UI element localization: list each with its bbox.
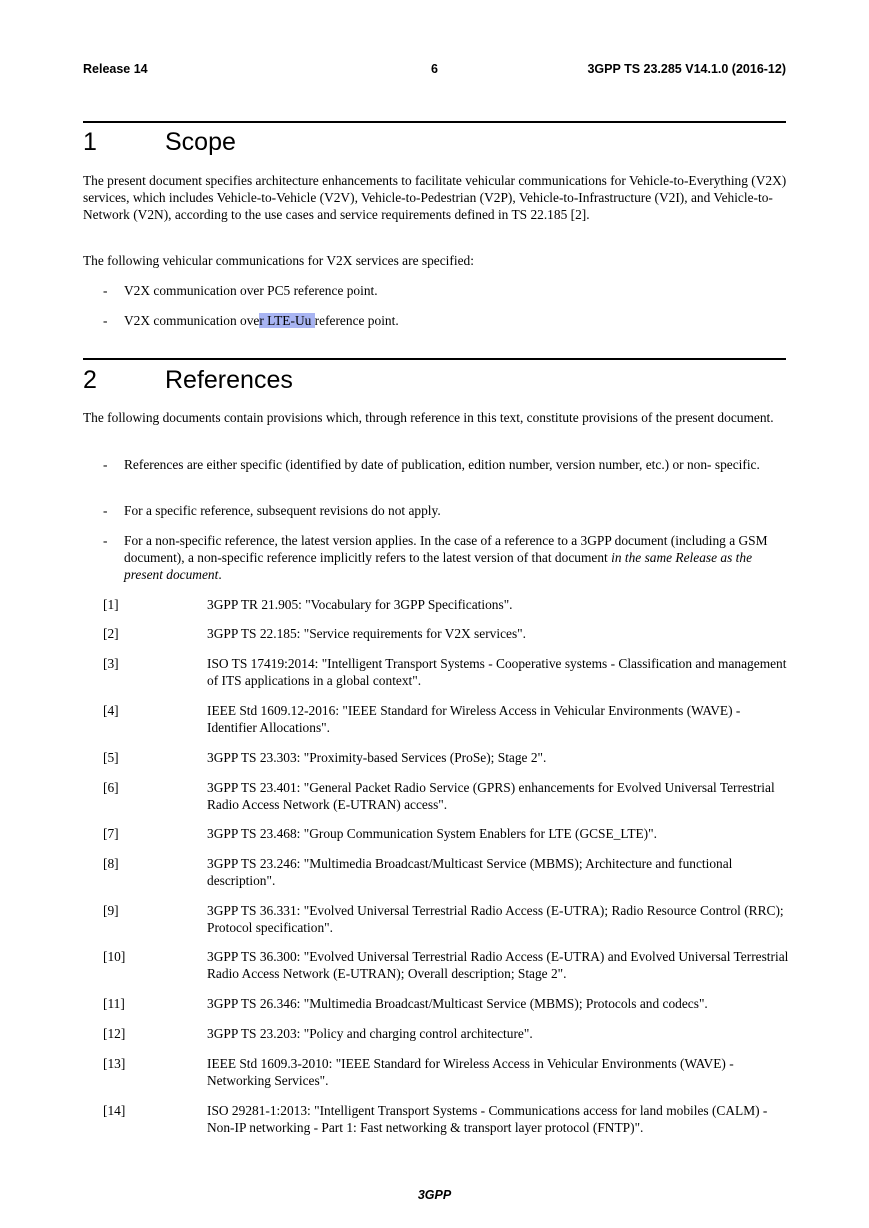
reference-text: IEEE Std 1609.12-2016: "IEEE Standard for Wireless Access in Vehicular Environments (WAVE) - Identifier Allocations". (207, 703, 741, 735)
reference-text: 3GPP TS 23.468: "Group Communication System Enablers for LTE (GCSE_LTE)". (207, 826, 657, 841)
list-item (103, 456, 793, 473)
list-item-text (124, 532, 793, 583)
reference-entry (103, 1025, 793, 1042)
reference-text: 3GPP TR 21.905: "Vocabulary for 3GPP Specifications". (207, 597, 513, 612)
list-item (103, 502, 793, 519)
reference-text: 3GPP TS 23.401: "General Packet Radio Service (GPRS) enhancements for Evolved Universal Terrestrial Radio Access Network (E-UTRAN) access". (207, 780, 775, 812)
section-title: Scope (165, 128, 236, 156)
reference-text: ISO 29281-1:2013: "Intelligent Transport Systems - Communications access for land mobiles (CALM) - Non-IP networking - Part 1: Fast networking & transport layer protocol (FNTP)". (207, 1103, 768, 1135)
reference-number: [7] (103, 826, 119, 841)
reference-number: [6] (103, 780, 119, 795)
reference-number: [13] (103, 1056, 126, 1071)
header-spec-id: 3GPP TS 23.285 V14.1.0 (2016-12) (587, 62, 786, 76)
reference-entry (103, 948, 793, 982)
reference-number: [11] (103, 996, 125, 1011)
scope-intro-paragraph: The present document specifies architecture enhancements to facilitate vehicular communications for Vehicle-to-Everything (V2X) services, which includes Vehicle-to-Vehicle (V2V), Vehicle-to-Pedestrian (V2P), Vehicle-to-Infrastructure (V2I), and Vehicle-to-Network (V2N), according to the use cases and service requirements defined in TS 22.185 [2]. (83, 173, 787, 222)
reference-number: [2] (103, 626, 119, 641)
reference-number: [12] (103, 1026, 126, 1041)
references-intro-paragraph: The following documents contain provisions which, through reference in this text, constitute provisions of the present document. (83, 410, 774, 425)
reference-number: [10] (103, 949, 126, 964)
list-item (103, 312, 793, 329)
bullet-dash: - (103, 533, 108, 548)
section-heading-scope (83, 127, 236, 157)
reference-entry (103, 1102, 793, 1136)
reference-text: IEEE Std 1609.3-2010: "IEEE Standard for Wireless Access in Vehicular Environments (WAVE) - Networking Services". (207, 1056, 734, 1088)
reference-text: 3GPP TS 36.300: "Evolved Universal Terrestrial Radio Access (E-UTRA) and Evolved Universal Terrestrial Radio Access Network (E-UTRAN); Overall description; Stage 2". (207, 949, 789, 981)
list-item (103, 282, 793, 299)
list-item (103, 532, 793, 583)
reference-entry (103, 702, 793, 736)
reference-number: [14] (103, 1103, 126, 1118)
list-item-text (124, 312, 793, 329)
reference-entry (103, 855, 793, 889)
section-number: 2 (83, 366, 97, 394)
list-item-text: For a specific reference, subsequent revisions do not apply. (124, 503, 441, 518)
reference-text: 3GPP TS 36.331: "Evolved Universal Terrestrial Radio Access (E-UTRA); Radio Resource Control (RRC); Protocol specification". (207, 903, 784, 935)
scope-list-intro: The following vehicular communications for V2X services are specified: (83, 253, 474, 268)
section-title: References (165, 366, 293, 394)
reference-text: 3GPP TS 26.346: "Multimedia Broadcast/Multicast Service (MBMS); Protocols and codecs". (207, 996, 708, 1011)
text-run: V2X communication ove (124, 313, 260, 328)
section-rule (83, 358, 786, 360)
reference-entry (103, 779, 793, 813)
header-page-number: 6 (431, 62, 438, 76)
section-number: 1 (83, 128, 97, 156)
bullet-dash: - (103, 313, 108, 328)
reference-number: [9] (103, 903, 119, 918)
bullet-dash: - (103, 503, 108, 518)
section-heading-references (83, 365, 293, 395)
reference-entry (103, 902, 793, 936)
text-run: For a non-specific reference, the latest version applies. In the case of a reference to a 3GPP document (including a GSM document), a non-specific reference implicitly refers to the latest version of that document (124, 533, 768, 565)
list-item-text: V2X communication over PC5 reference point. (124, 283, 378, 298)
reference-number: [1] (103, 597, 119, 612)
bullet-dash: - (103, 457, 108, 472)
reference-number: [5] (103, 750, 119, 765)
reference-text: 3GPP TS 23.303: "Proximity-based Services (ProSe); Stage 2". (207, 750, 547, 765)
section-rule (83, 121, 786, 123)
footer-3gpp: 3GPP (417, 1188, 452, 1202)
header-release: Release 14 (83, 62, 148, 76)
reference-text: 3GPP TS 22.185: "Service requirements for V2X services". (207, 626, 526, 641)
reference-entry (103, 625, 793, 642)
list-item-text: References are either specific (identified by date of publication, edition number, version number, etc.) or non- specific. (124, 457, 760, 472)
text-selection-highlight[interactable]: r LTE-Uu (259, 313, 315, 328)
text-run: reference point. (314, 313, 399, 328)
reference-number: [4] (103, 703, 119, 718)
text-run: . (218, 567, 222, 582)
reference-entry (103, 995, 793, 1012)
reference-number: [3] (103, 656, 119, 671)
reference-text: ISO TS 17419:2014: "Intelligent Transport Systems - Cooperative systems - Classification and management of ITS applications in a global context". (207, 656, 787, 688)
reference-text: 3GPP TS 23.203: "Policy and charging control architecture". (207, 1026, 533, 1041)
italic-text-run: in the same Release as the present document (124, 550, 753, 582)
bullet-dash: - (103, 283, 108, 298)
reference-entry (103, 749, 793, 766)
reference-text: 3GPP TS 23.246: "Multimedia Broadcast/Multicast Service (MBMS); Architecture and functional description". (207, 856, 733, 888)
reference-entry (103, 1055, 793, 1089)
reference-entry (103, 655, 793, 689)
reference-entry (103, 825, 793, 842)
reference-entry (103, 596, 793, 613)
reference-number: [8] (103, 856, 119, 871)
